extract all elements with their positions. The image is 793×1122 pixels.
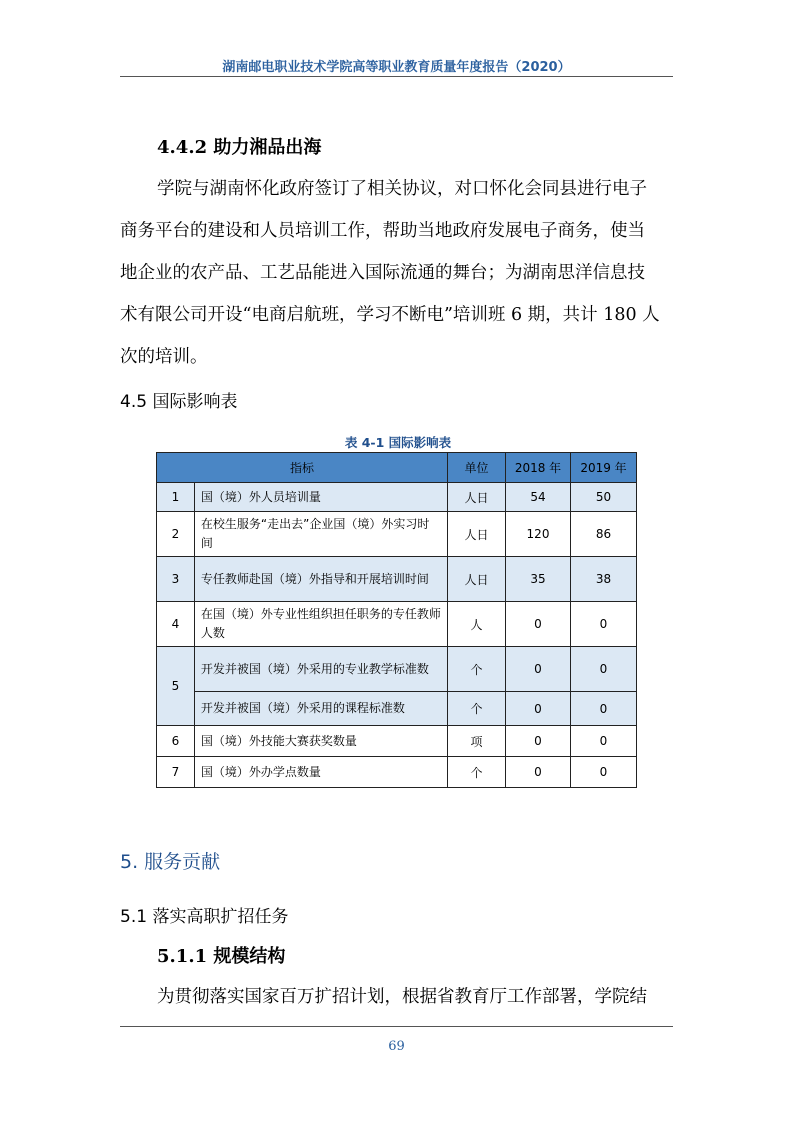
paragraph-line: 学院与湖南怀化政府签订了相关协议，对口怀化会同县进行电子 [157,179,647,199]
row-value-2018: 0 [506,757,571,788]
table-row [157,557,637,602]
table-row [157,512,637,557]
paragraph-line: 商务平台的建设和人员培训工作，帮助当地政府发展电子商务，使当 [120,221,645,241]
heading-4-5: 4.5 国际影响表 [120,392,238,412]
heading-5-1: 5.1 落实高职扩招任务 [120,907,289,927]
row-value-2019: 86 [571,512,637,557]
header-unit: 单位 [448,453,506,483]
table-row [157,483,637,512]
page-number: 69 [388,1039,405,1054]
international-impact-table [156,452,637,788]
paragraph-5-1-1 [120,976,676,1018]
paragraph-line: 术有限公司开设“电商启航班，学习不断电”培训班 6 期，共计 180 人 [120,305,660,325]
table-row [157,726,637,757]
row-value-2019: 38 [571,557,637,602]
row-unit: 个 [448,647,506,692]
row-value-2018: 0 [506,726,571,757]
row-value-2019: 0 [571,726,637,757]
row-unit: 个 [448,692,506,726]
row-indicator: 国（境）外技能大赛获奖数量 [194,726,447,757]
paragraph-line: 为贯彻落实国家百万扩招计划，根据省教育厅工作部署，学院结 [157,987,647,1007]
row-value-2018: 0 [506,602,571,647]
header-2019: 2019 年 [571,453,637,483]
heading-4-4-2: 4.4.2 助力湘品出海 [157,137,322,158]
header-rule [120,76,673,77]
row-indicator: 国（境）外办学点数量 [194,757,447,788]
row-indicator: 开发并被国（境）外采用的课程标准数 [194,692,447,726]
row-number: 1 [157,483,195,512]
row-indicator: 在国（境）外专业性组织担任职务的专任教师人数 [194,602,447,647]
table-row [157,602,637,647]
row-value-2019: 50 [571,483,637,512]
row-unit: 人日 [448,557,506,602]
row-indicator: 开发并被国（境）外采用的专业教学标准数 [194,647,447,692]
header-2018: 2018 年 [506,453,571,483]
running-header: 湖南邮电职业技术学院高等职业教育质量年度报告（2020） [222,60,571,75]
heading-5: 5. 服务贡献 [120,851,221,873]
row-indicator: 专任教师赴国（境）外指导和开展培训时间 [194,557,447,602]
row-value-2018: 0 [506,647,571,692]
row-number: 5 [157,647,195,726]
row-value-2019: 0 [571,602,637,647]
row-number: 6 [157,726,195,757]
row-value-2019: 0 [571,647,637,692]
row-unit: 人 [448,602,506,647]
row-value-2018: 35 [506,557,571,602]
paragraph-line: 地企业的农产品、工艺品能进入国际流通的舞台；为湖南思洋信息技 [120,263,645,283]
row-value-2018: 54 [506,483,571,512]
row-indicator: 国（境）外人员培训量 [194,483,447,512]
table-row [157,647,637,692]
row-unit: 人日 [448,483,506,512]
row-unit: 人日 [448,512,506,557]
row-number: 3 [157,557,195,602]
header-indicator: 指标 [157,453,448,483]
paragraph-4-4-2 [120,168,676,378]
table-header-row [157,453,637,483]
table-caption: 表 4-1 国际影响表 [344,435,452,450]
row-value-2019: 0 [571,757,637,788]
row-value-2018: 0 [506,692,571,726]
row-number: 7 [157,757,195,788]
row-unit: 项 [448,726,506,757]
row-value-2018: 120 [506,512,571,557]
row-unit: 个 [448,757,506,788]
table-row [157,757,637,788]
row-number: 2 [157,512,195,557]
table-row [157,692,637,726]
footer-rule [120,1026,673,1027]
row-indicator: 在校生服务“走出去”企业国（境）外实习时间 [194,512,447,557]
row-number: 4 [157,602,195,647]
row-value-2019: 0 [571,692,637,726]
paragraph-line: 次的培训。 [120,347,208,367]
heading-5-1-1: 5.1.1 规模结构 [157,946,286,967]
